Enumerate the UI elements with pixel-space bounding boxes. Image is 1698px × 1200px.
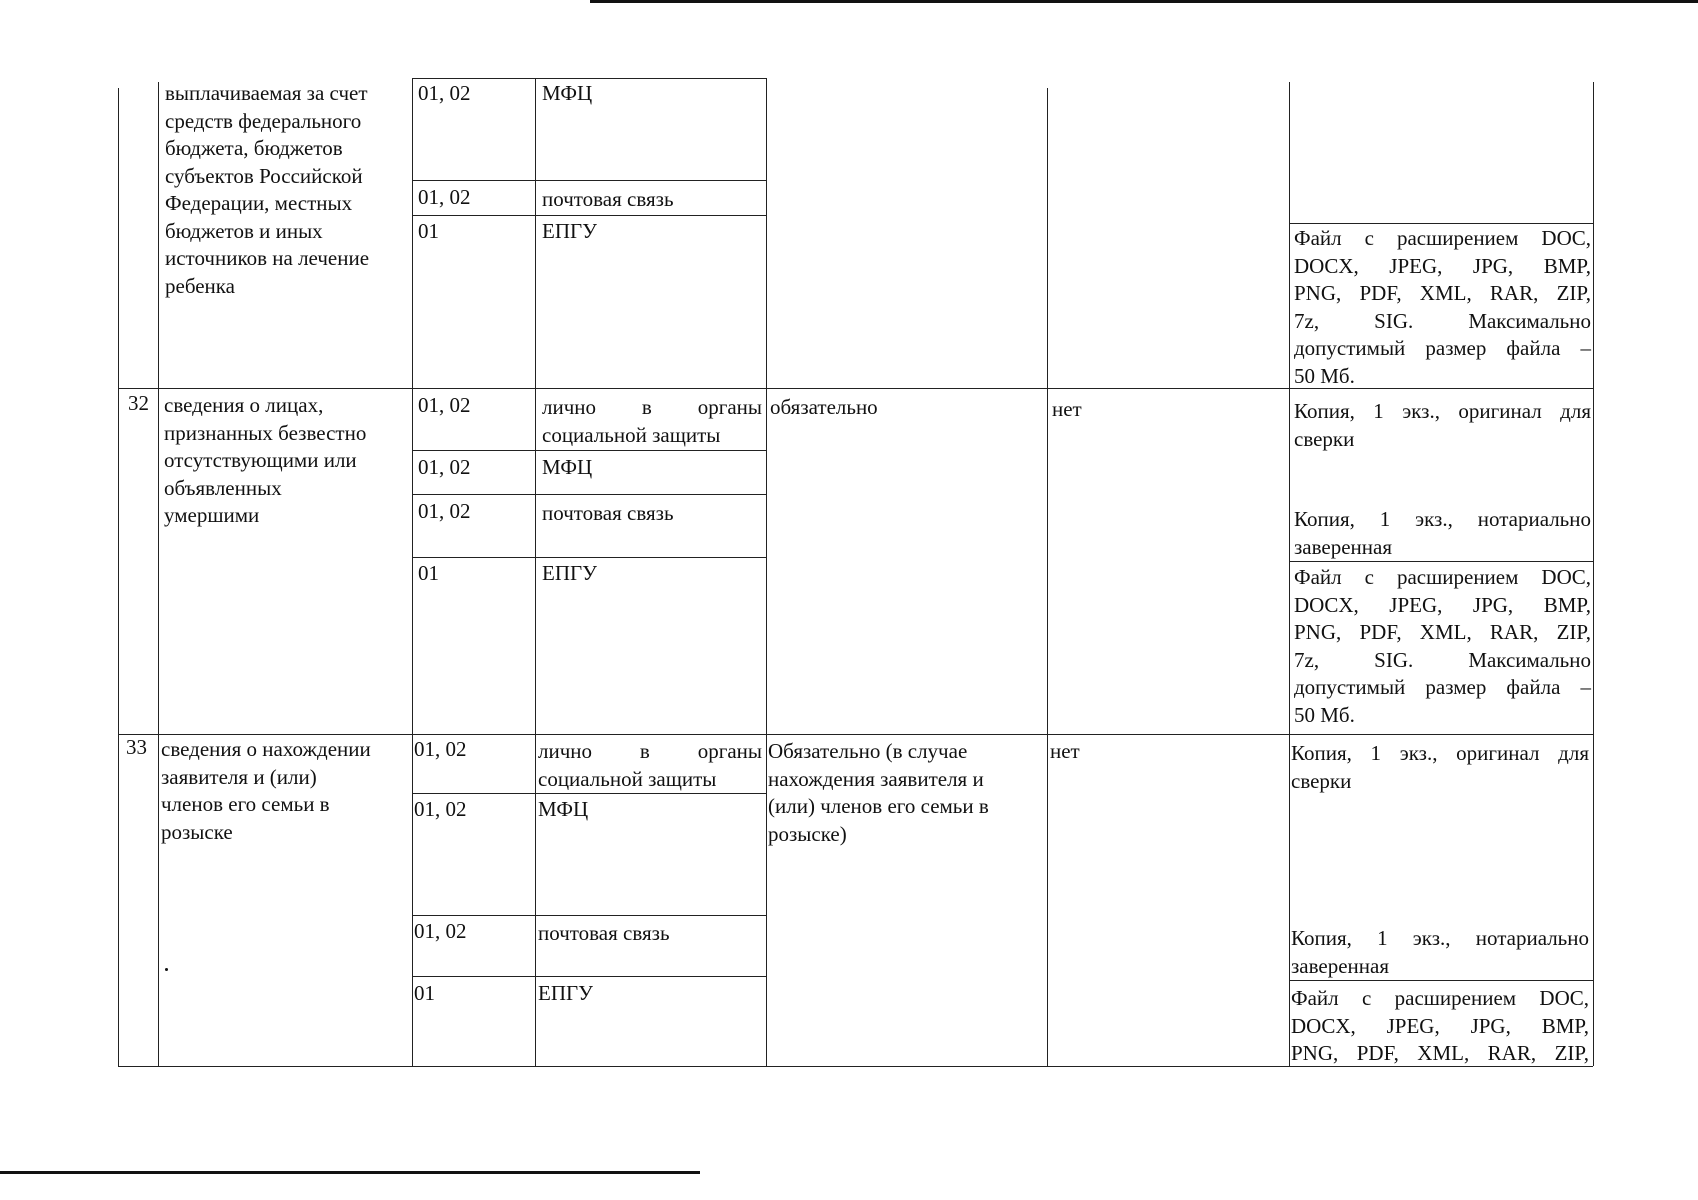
row-number: 33 — [126, 735, 147, 759]
row-rule-r33-personal — [412, 793, 766, 794]
requirement-line: розыске) — [768, 821, 847, 846]
description-line: объявленных — [164, 475, 282, 500]
description-line: членов его семьи в — [161, 792, 330, 816]
description-line: заявителя и (или) — [161, 764, 317, 789]
method-channel: ЕПГУ — [542, 219, 598, 243]
description-line: ребенка — [165, 273, 235, 298]
col-rule-channel — [766, 78, 767, 1066]
form-line: допустимый размер файла – — [1294, 336, 1591, 360]
row-rule-r31-post — [412, 215, 766, 216]
row-rule-r33-form — [1289, 980, 1593, 981]
description-line: сведения о лицах, — [164, 393, 324, 417]
requirement-line: нахождения заявителя и — [768, 766, 984, 791]
description-line: бюджета, бюджетов — [165, 136, 343, 160]
form-line: Копия, 1 экз., нотариально — [1294, 507, 1591, 531]
form-line: заверенная — [1291, 953, 1390, 978]
row-rule-r31-form — [1289, 223, 1593, 224]
scan-border-top — [590, 0, 1698, 3]
submission-form — [1294, 506, 1591, 561]
channel-line: лично в органы — [542, 395, 762, 419]
form-line: Копия, 1 экз., оригинал для — [1294, 399, 1591, 423]
submission-form — [1294, 564, 1591, 729]
form-line: допустимый размер файла – — [1294, 675, 1591, 699]
description-line: умершими — [164, 503, 260, 527]
requirement-line: Обязательно (в случае — [768, 739, 968, 763]
method-channel: ЕПГУ — [542, 561, 598, 585]
description-line: источников на лечение — [165, 246, 370, 270]
form-line: сверки — [1294, 426, 1355, 451]
col-rule-left — [118, 88, 119, 1066]
form-line: Файл с расширением DOC, — [1294, 565, 1591, 589]
row-rule-r33-post — [412, 976, 766, 977]
submission-form — [1294, 398, 1591, 453]
row-rule-r32-mfc — [412, 494, 766, 495]
description-line: Федерации, местных — [165, 191, 353, 215]
description-line: бюджетов и иных — [165, 218, 323, 243]
method-code: 01, 02 — [418, 455, 471, 479]
description-line: выплачиваемая за счет — [165, 81, 368, 105]
requirement: обязательно — [770, 395, 878, 419]
row-rule-r32-form — [1289, 561, 1593, 562]
scan-border-bottom — [0, 1171, 700, 1174]
row-rule-r31-mfc — [412, 180, 766, 181]
method-code: 01, 02 — [418, 393, 471, 417]
form-line: DOCX, JPEG, JPG, BMP, — [1291, 1013, 1589, 1038]
row-description — [161, 736, 371, 846]
channel-line: лично в органы — [538, 739, 762, 763]
description-line: розыске — [161, 819, 233, 844]
method-channel: МФЦ — [542, 455, 593, 479]
requirement — [768, 738, 989, 848]
description-line: признанных безвестно — [164, 420, 367, 445]
channel-line: социальной защиты — [538, 766, 717, 791]
form-line: DOCX, JPEG, JPG, BMP, — [1294, 592, 1591, 617]
col-rule-requirement — [1047, 88, 1048, 1066]
form-line: PNG, PDF, XML, RAR, ZIP, — [1294, 620, 1591, 644]
method-channel — [542, 394, 762, 449]
form-line: Файл с расширением DOC, — [1294, 226, 1591, 250]
method-code: 01, 02 — [414, 737, 467, 761]
form-line: DOCX, JPEG, JPG, BMP, — [1294, 253, 1591, 278]
method-channel: ЕПГУ — [538, 981, 594, 1005]
row-rule-top-methods — [412, 78, 766, 79]
method-code: 01, 02 — [414, 919, 467, 943]
col-rule-answer — [1289, 82, 1290, 1066]
form-line: Файл с расширением DOC, — [1291, 986, 1589, 1010]
form-line: 7z, SIG. Максимально — [1294, 647, 1591, 672]
submission-form — [1294, 225, 1591, 390]
submission-form — [1291, 740, 1589, 795]
method-code: 01 — [414, 981, 435, 1005]
method-channel: МФЦ — [542, 81, 593, 105]
col-rule-number — [158, 82, 159, 1066]
form-line: 50 Мб. — [1294, 702, 1355, 727]
col-rule-description — [412, 78, 413, 1066]
method-code: 01, 02 — [418, 499, 471, 523]
form-line: 50 Мб. — [1294, 363, 1355, 388]
submission-form — [1291, 925, 1589, 980]
row-description — [165, 80, 369, 300]
form-line: 7z, SIG. Максимально — [1294, 308, 1591, 333]
method-channel: почтовая связь — [542, 187, 674, 211]
form-line: PNG, PDF, XML, RAR, ZIP, — [1294, 281, 1591, 305]
col-rule-code — [535, 78, 536, 1066]
row-rule-r32-post — [412, 557, 766, 558]
row-rule-33 — [118, 734, 1593, 735]
answer: нет — [1052, 397, 1082, 421]
method-code: 01, 02 — [418, 81, 471, 105]
method-code: 01 — [418, 561, 439, 585]
method-channel: почтовая связь — [538, 921, 670, 945]
method-code: 01, 02 — [414, 797, 467, 821]
form-line: сверки — [1291, 768, 1352, 793]
description-line: сведения о нахождении — [161, 737, 371, 761]
method-channel — [538, 738, 762, 793]
description-line: средств федерального — [165, 108, 362, 133]
col-rule-right — [1593, 82, 1594, 1066]
form-line: Копия, 1 экз., оригинал для — [1291, 741, 1589, 765]
form-line: PNG, PDF, XML, RAR, ZIP, — [1291, 1041, 1589, 1065]
form-line: Копия, 1 экз., нотариально — [1291, 926, 1589, 950]
method-code: 01 — [418, 219, 439, 243]
description-line: отсутствующими или — [164, 448, 357, 472]
answer: нет — [1050, 739, 1080, 763]
row-description — [164, 392, 366, 530]
scan-speck — [165, 968, 168, 971]
requirement-line: (или) членов его семьи в — [768, 794, 989, 818]
row-number: 32 — [128, 391, 149, 415]
description-line: субъектов Российской — [165, 163, 363, 188]
method-channel: почтовая связь — [542, 501, 674, 525]
method-code: 01, 02 — [418, 185, 471, 209]
row-rule-r33-mfc — [412, 915, 766, 916]
channel-line: социальной защиты — [542, 422, 721, 447]
method-channel: МФЦ — [538, 797, 589, 821]
row-rule-r32-personal — [412, 450, 766, 451]
form-line: заверенная — [1294, 534, 1393, 559]
submission-form — [1291, 985, 1589, 1068]
